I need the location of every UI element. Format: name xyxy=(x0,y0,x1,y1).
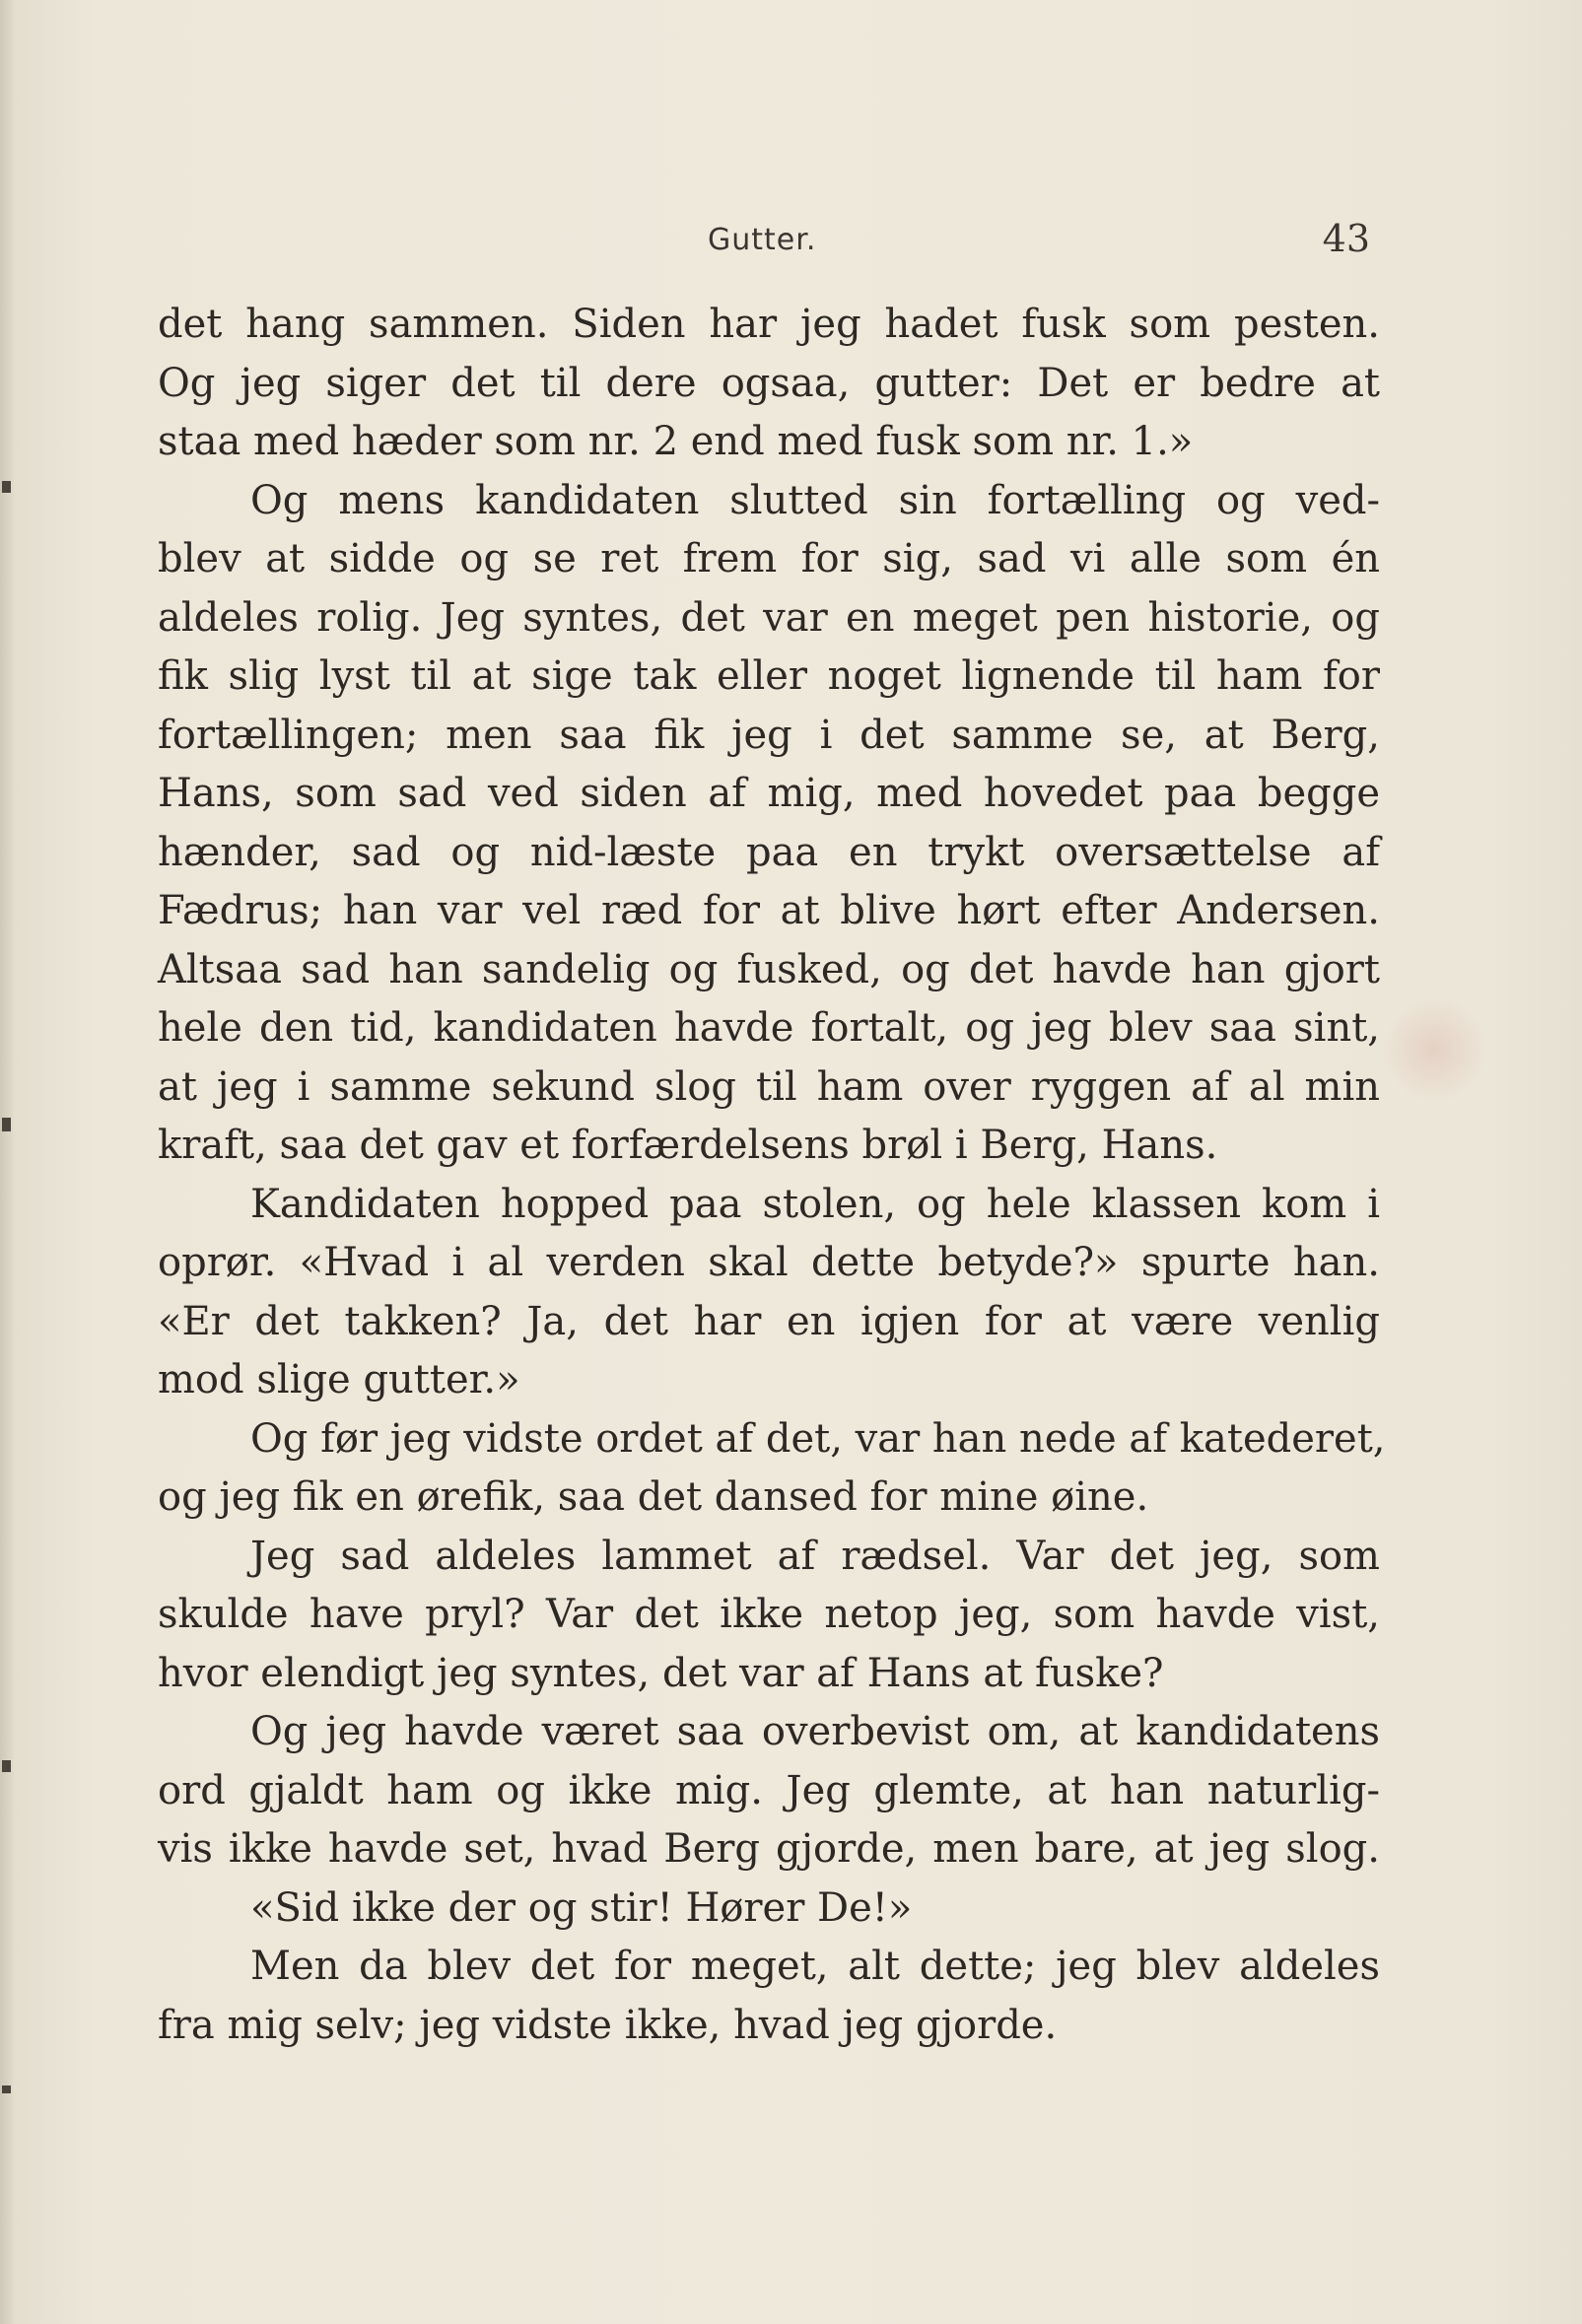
text-line: blev at sidde og se ret frem for sig, sad vi alle som én xyxy=(158,536,1380,581)
text-line: Og før jeg vidste ordet af det, var han nede af katederet, xyxy=(250,1415,1386,1462)
text-line: Og mens kandidaten slutted sin fortælling og ved- xyxy=(250,477,1380,523)
text-line: ord gjaldt ham og ikke mig. Jeg glemte, at han naturlig- xyxy=(158,1767,1380,1813)
text-line: Kandidaten hopped paa stolen, og hele klassen kom i xyxy=(250,1181,1380,1227)
text-line: at jeg i samme sekund slog til ham over ryggen af al min xyxy=(158,1063,1380,1110)
edge-mark xyxy=(2,1760,11,1772)
edge-mark xyxy=(2,2085,11,2093)
running-head xyxy=(158,213,1370,266)
text-line: Og jeg havde været saa overbevist om, at kandidatens xyxy=(250,1709,1380,1754)
text-line: Jeg sad aldeles lammet af rædsel. Var det jeg, som xyxy=(250,1533,1380,1579)
text-line: Og jeg siger det til dere ogsaa, gutter: Det er bedre at xyxy=(158,360,1380,406)
body-text xyxy=(158,296,1386,2055)
text-line: hænder, sad og nid-læste paa en trykt oversættelse af xyxy=(158,829,1380,875)
text-line: «Sid ikke der og stir! Hører De!» xyxy=(250,1884,913,1931)
text-line: fortællingen; men saa fik jeg i det samme se, at Berg, xyxy=(158,712,1380,758)
text-line: Fædrus; han var vel ræd for at blive hørt efter Andersen. xyxy=(158,888,1380,933)
running-title: Gutter. xyxy=(708,223,817,257)
edge-mark xyxy=(2,481,11,493)
text-line: vis ikke havde set, hvad Berg gjorde, men bare, at jeg slog. xyxy=(158,1826,1380,1872)
edge-mark xyxy=(2,1118,11,1131)
text-line: fik slig lyst til at sige tak eller noget lignende til ham for xyxy=(158,653,1380,699)
text-line: mod slige gutter.» xyxy=(158,1357,520,1402)
text-line: skulde have pryl? Var det ikke netop jeg, som havde vist, xyxy=(158,1592,1380,1637)
text-line: og jeg fik en ørefik, saa det dansed for mine øine. xyxy=(158,1474,1149,1520)
text-line: oprør. «Hvad i al verden skal dette betyde?» spurte han. xyxy=(158,1240,1380,1285)
text-line: Hans, som sad ved siden af mig, med hovedet paa begge xyxy=(158,771,1380,816)
text-line: det hang sammen. Siden har jeg hadet fusk som pesten. xyxy=(158,302,1380,347)
paper-stain xyxy=(1380,995,1488,1104)
text-line: staa med hæder som nr. 2 end med fusk som nr. 1.» xyxy=(158,419,1194,464)
text-line: Men da blev det for meget, alt dette; jeg blev aldeles xyxy=(250,1944,1380,1989)
page-edge xyxy=(0,0,14,2324)
text-line: fra mig selv; jeg vidste ikke, hvad jeg gjorde. xyxy=(158,2002,1058,2048)
text-line: aldeles rolig. Jeg syntes, det var en meget pen historie, og xyxy=(158,594,1380,641)
text-line: Altsaa sad han sandelig og fusked, og det havde han gjort xyxy=(158,946,1380,992)
text-line: kraft, saa det gav et forfærdelsens brøl i Berg, Hans. xyxy=(158,1123,1218,1168)
page-number: 43 xyxy=(1322,217,1370,260)
text-line: hele den tid, kandidaten havde fortalt, og jeg blev saa sint, xyxy=(158,1005,1380,1051)
text-line: «Er det takken? Ja, det har en igjen for at være venlig xyxy=(158,1298,1380,1344)
text-line: hvor elendigt jeg syntes, det var af Hans at fuske? xyxy=(158,1650,1164,1696)
